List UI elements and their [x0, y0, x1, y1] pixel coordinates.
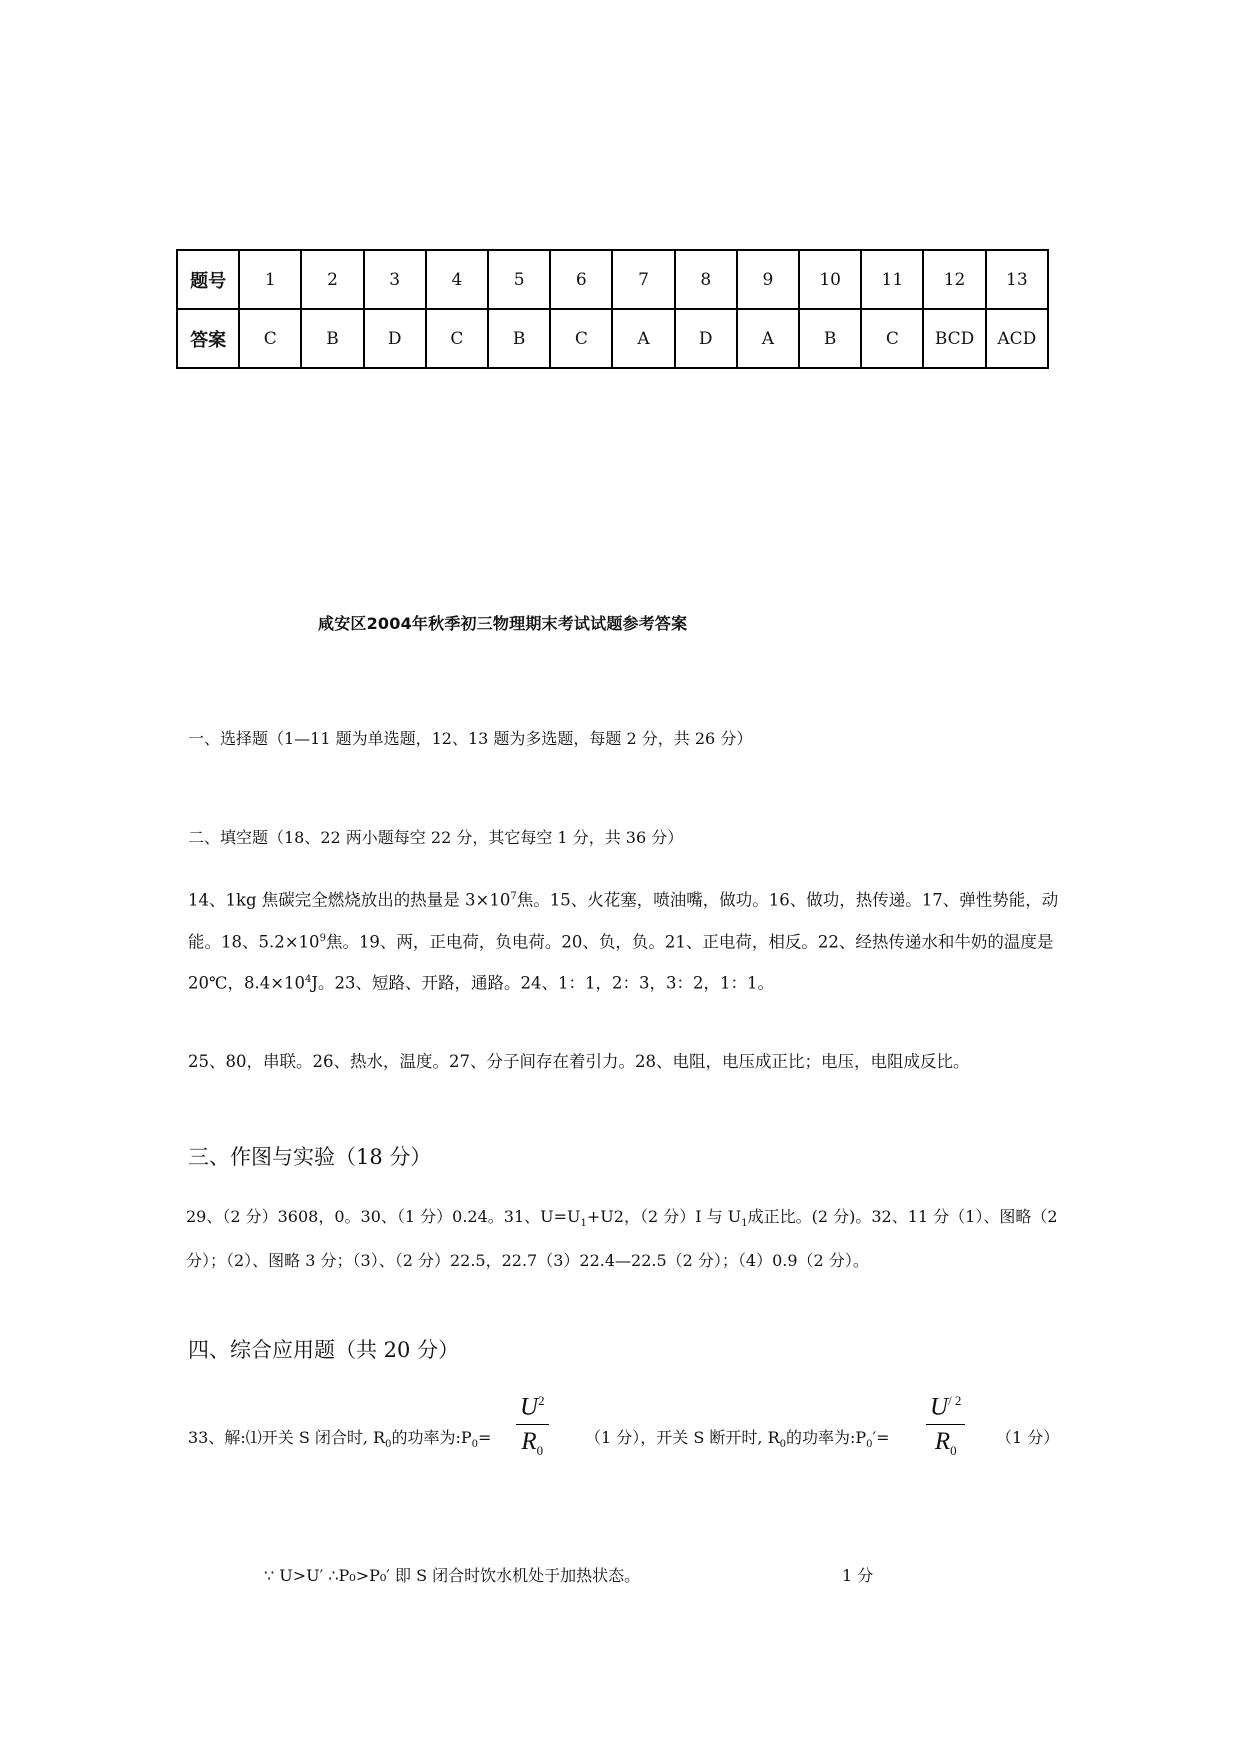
table-cell: C — [426, 309, 488, 368]
table-cell: D — [675, 309, 737, 368]
formula-fraction-closed — [516, 1393, 549, 1459]
row-header-numbers: 题号 — [177, 250, 239, 309]
table-cell: BCD — [923, 309, 985, 368]
q33-sub-1: 0 — [385, 1439, 392, 1451]
table-cell: 3 — [364, 250, 426, 309]
denominator-symbol: R — [521, 1428, 537, 1456]
table-cell: ACD — [986, 309, 1048, 368]
fraction-denominator — [521, 1425, 543, 1459]
experiment-answers-paragraph — [186, 1198, 1066, 1279]
conclusion-text: ∵ U>U′ ∴P₀>P₀′ 即 S 闭合时饮水机处于加热状态。 — [264, 1566, 641, 1585]
fraction-denominator — [935, 1425, 957, 1459]
table-cell: B — [301, 309, 363, 368]
denominator-subscript: 0 — [950, 1443, 957, 1459]
table-row-answers — [177, 309, 1048, 368]
table-cell: 2 — [301, 250, 363, 309]
table-cell: 9 — [737, 250, 799, 309]
fill-text-b: 焦。15、火花塞，喷油嘴，做功。16、做功，热传递。17、弹性势能，动能。18、5.2×10 — [188, 890, 1059, 951]
section-experiment-heading: 三、作图与实验（18 分） — [188, 1145, 432, 1169]
exp-sub-b: 1 — [741, 1218, 748, 1230]
table-cell: 11 — [861, 250, 923, 309]
table-cell: 5 — [488, 250, 550, 309]
table-cell: 10 — [799, 250, 861, 309]
table-cell: 6 — [550, 250, 612, 309]
numerator-symbol: U — [520, 1393, 539, 1421]
numerator-exponent: / 2 — [948, 1393, 962, 1408]
q33-sub-2: 0 — [471, 1439, 479, 1451]
fill-text-c: 焦。19、两，正电荷，负电荷。20、负，负。21、正电荷，相反。22、经热传递水和牛奶的温度是 20℃，8.4×10 — [188, 932, 1054, 993]
table-cell: A — [737, 309, 799, 368]
q33-score-1: （1 分），开关 S 断开时, R — [585, 1428, 780, 1447]
fill-text-d: J。23、短路、开路，通路。24、1：1，2：3，3：2，1：1。 — [311, 973, 774, 993]
q33-line-middle — [585, 1425, 890, 1450]
q33-text-2: 的功率为:P — [391, 1428, 472, 1447]
table-cell: A — [612, 309, 674, 368]
q33-line-left — [188, 1425, 491, 1450]
table-cell: B — [488, 309, 550, 368]
table-cell: 12 — [923, 250, 985, 309]
table-cell: 1 — [239, 250, 301, 309]
fill-exp-c: 4 — [305, 974, 312, 985]
q33-sub-4: 0 — [866, 1439, 873, 1451]
q33-text-3: = — [478, 1428, 492, 1447]
q33-text-4: 的功率为:P — [786, 1428, 867, 1447]
q33-text-1: 33、解:⑴开关 S 闭合时, R — [188, 1428, 386, 1447]
fill-answers-paragraph-2: 25、80，串联。26、热水，温度。27、分子间存在着引力。28、电阻，电压成正比；电压，电阻成反比。 — [188, 1052, 970, 1071]
table-cell: B — [799, 309, 861, 368]
exp-text-b: +U2，（2 分）I 与 U — [586, 1207, 742, 1226]
table-cell: 8 — [675, 250, 737, 309]
fill-text-a: 14、1kg 焦碳完全燃烧放出的热量是 3×10 — [188, 890, 511, 910]
numerator-symbol: U — [930, 1393, 949, 1421]
section-choice-heading: 一、选择题（1—11 题为单选题，12、13 题为多选题，每题 2 分，共 26 分） — [188, 729, 753, 748]
table-cell: C — [239, 309, 301, 368]
denominator-symbol: R — [934, 1428, 951, 1456]
table-row-numbers — [177, 250, 1048, 309]
table-cell: C — [861, 309, 923, 368]
table-cell: 7 — [612, 250, 674, 309]
answer-table — [176, 249, 1049, 369]
q33-score-2: （1 分） — [996, 1428, 1060, 1447]
table-cell: C — [550, 309, 612, 368]
fill-exp-b: 9 — [319, 932, 326, 944]
fraction-numerator — [926, 1393, 965, 1425]
page-title: 咸安区2004年秋季初三物理期末考试试题参考答案 — [318, 614, 688, 633]
exp-text-c: 成正比。(2 分)。32、11 分（1）、图略（2 分）；（2）、图略 3 分；（3）、（2 分）22.5，22.7（3）22.4—22.5（2 分）；（4）0.9（2 分）。 — [186, 1207, 1058, 1271]
fraction-numerator — [516, 1393, 549, 1425]
exp-text-a: 29、（2 分）3608，0。30、（1 分）0.24。31、U=U — [186, 1207, 581, 1226]
q33-sub-3: 0 — [779, 1439, 786, 1451]
section-fill-heading: 二、填空题（18、22 两小题每空 22 分，其它每空 1 分，共 36 分） — [188, 828, 684, 847]
exp-sub-a: 1 — [580, 1218, 587, 1230]
denominator-subscript: 0 — [536, 1443, 544, 1459]
section-application-heading: 四、综合应用题（共 20 分） — [188, 1338, 460, 1362]
formula-fraction-open — [926, 1393, 965, 1459]
row-header-answers: 答案 — [177, 309, 239, 368]
conclusion-score: 1 分 — [842, 1566, 874, 1585]
q33-text-5: ′= — [872, 1428, 890, 1447]
table-cell: 4 — [426, 250, 488, 309]
fill-answers-paragraph — [188, 878, 1068, 1003]
table-cell: 13 — [986, 250, 1048, 309]
table-cell: D — [364, 309, 426, 368]
fill-exp-a: 7 — [510, 891, 517, 902]
numerator-exponent: 2 — [538, 1393, 545, 1408]
